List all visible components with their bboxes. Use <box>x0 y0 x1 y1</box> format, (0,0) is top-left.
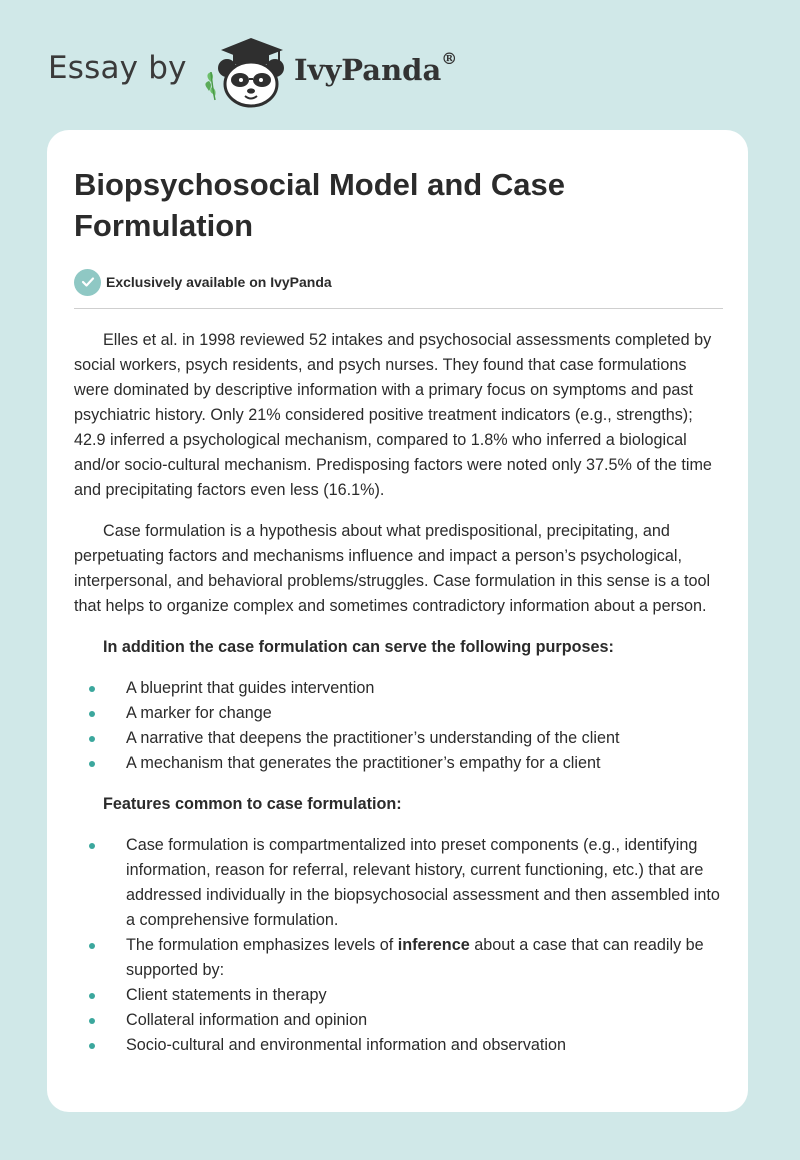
purposes-list <box>74 676 721 776</box>
page-title: Biopsychosocial Model and Case Formulation <box>74 167 565 243</box>
paragraph: Elles et al. in 1998 reviewed 52 intakes and psychosocial assessments completed by social workers, psych residents, and psych nurses. They found that case formulations were dominated by descriptive information with a primary focus on symptoms and past psychiatric history. Only 21% considered positive treatment indicators (e.g., strengths); 42.9 inferred a psychological mechanism, compared to 1.8% who inferred a biological and/or socio-cultural mechanism. Predisposing factors were noted only 37.5% of the time and precipitating factors even less (16.1%). <box>74 331 712 499</box>
list-item: Socio-cultural and environmental information and observation <box>74 1033 721 1058</box>
features-list <box>74 833 721 1058</box>
list-item: A mechanism that generates the practitioner’s empathy for a client <box>74 751 721 776</box>
exclusive-badge <box>74 268 721 296</box>
panda-logo-icon[interactable] <box>203 36 289 108</box>
list-item: A marker for change <box>74 701 721 726</box>
divider <box>74 308 723 309</box>
essay-body <box>74 328 721 1058</box>
list-item: A narrative that deepens the practitioner’s understanding of the client <box>74 726 721 751</box>
list-item: Collateral information and opinion <box>74 1008 721 1033</box>
list-item: A blueprint that guides intervention <box>74 676 721 701</box>
check-circle-icon <box>74 269 101 296</box>
essay-card <box>47 130 748 1112</box>
essay-by-label: Essay by <box>48 50 187 86</box>
list-item: Client statements in therapy <box>74 983 721 1008</box>
features-heading: Features common to case formulation: <box>103 795 402 813</box>
paragraph: Case formulation is a hypothesis about what predispositional, precipitating, and perpetuating factors and mechanisms influence and impact a person’s psychological, interpersonal, and behavioral problems/struggles. Case formulation in this sense is a tool that helps to organize complex and sometimes contradictory information about a person. <box>74 522 711 615</box>
list-item: The formulation emphasizes levels of inference about a case that can readily be supported by: <box>74 933 721 983</box>
site-header <box>48 36 508 108</box>
purposes-heading: In addition the case formulation can serve the following purposes: <box>103 638 614 656</box>
list-item: Case formulation is compartmentalized into preset components (e.g., identifying information, reason for referral, relevant history, current functioning, etc.) that are addressed individually in the biopsychosocial assessment and then assembled into a comprehensive formulation. <box>74 833 721 933</box>
brand-name[interactable]: IvyPanda® <box>294 49 458 87</box>
exclusive-label: Exclusively available on IvyPanda <box>106 274 332 290</box>
inference-emphasis: inference <box>397 936 470 954</box>
